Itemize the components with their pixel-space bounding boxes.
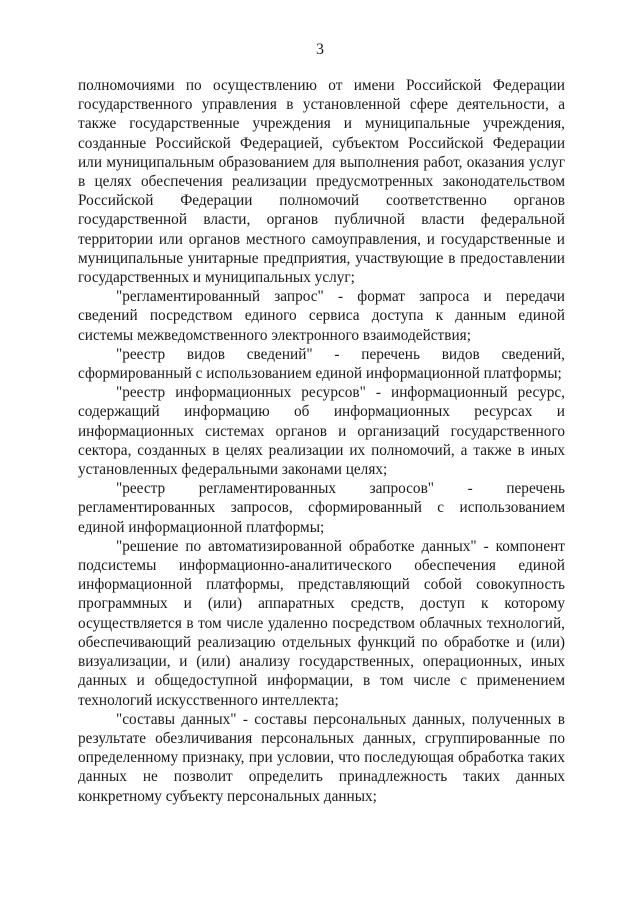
paragraph-data-compositions: "составы данных" - составы персональных данных, полученных в результате обезличивания персональных данных, сгруппированные по определенному признаку, при условии, что последующая обработка таких данных не позволит определить принадлежность таких данных конкретному субъекту персональных данных; [78, 710, 565, 805]
paragraph-reglamented-request: "регламентированный запрос" - формат запроса и передачи сведений посредством единого сервиса доступа к данным единой системы межведомственного электронного взаимодействия; [78, 288, 565, 344]
paragraph-registry-of-information-resources: "реестр информационных ресурсов" - информационный ресурс, содержащий информацию об информационных ресурсах и информационных системах органов и организаций государственного сектора, созданных в целях реализации их полномочий, а также в иных установленных федеральными законами целях; [78, 384, 565, 479]
paragraph-registry-of-reglamented-requests: "реестр регламентированных запросов" - перечень регламентированных запросов, сформированный с использованием единой информационной платформы; [78, 480, 565, 536]
document-body [78, 76, 565, 806]
paragraph-continuation: полномочиями по осуществлению от имени Российской Федерации государственного управления в установленной сфере деятельности, а также государственные учреждения и муниципальные учреждения, созданные Российской Федерацией, субъектом Российской Федерации или муниципальным образованием для выполнения работ, оказания услуг в целях обеспечения реализации предусмотренных законодательством Российской Федерации полномочий соответственно органов государственной власти, органов публичной власти федеральной территории или органов местного самоуправления, и государственные и муниципальные унитарные предприятия, участвующие в предоставлении государственных и муниципальных услуг; [78, 77, 565, 287]
page-number: 3 [316, 41, 324, 58]
paragraph-registry-of-data-types: "реестр видов сведений" - перечень видов сведений, сформированный с использованием единой информационной платформы; [78, 345, 565, 383]
paragraph-automated-data-processing: "решение по автоматизированной обработке данных" - компонент подсистемы информационно-аналитического обеспечения единой информационной платформы, представляющий собой совокупность программных и (или) аппаратных средств, доступ к которому осуществляется в том числе удаленно посредством облачных технологий, обеспечивающий реализацию отдельных функций по обработке и (или) визуализации, и (или) анализу государственных, операционных, иных данных и общедоступной информации, в том числе с применением технологий искусственного интеллекта; [78, 537, 565, 709]
